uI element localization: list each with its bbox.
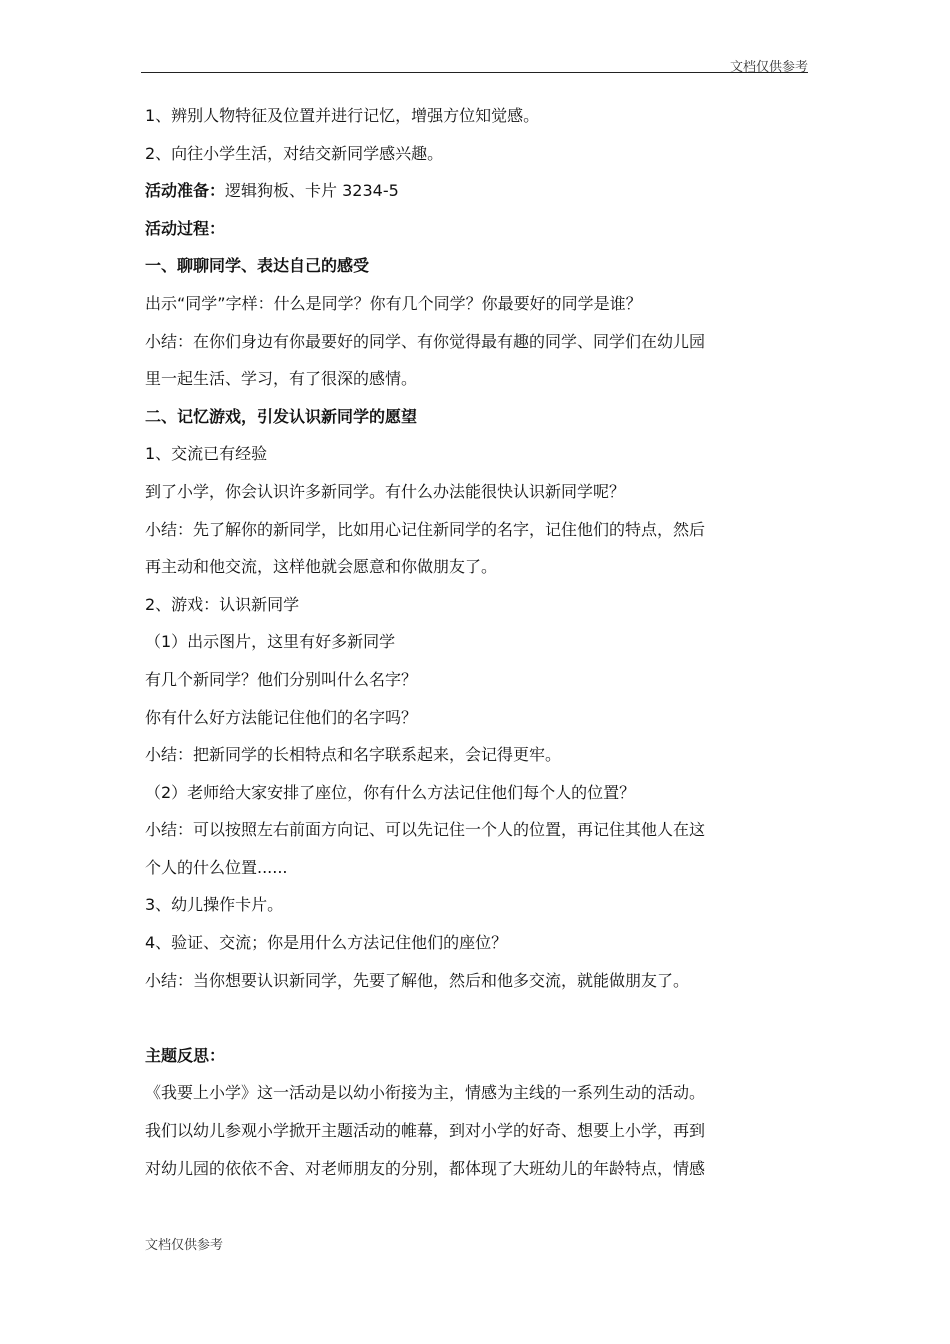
paragraph-line: 小结：把新同学的长相特点和名字联系起来，会记得更牢。 [145, 745, 562, 765]
list-item: 1、交流已有经验 [145, 444, 268, 464]
reflection-heading: 主题反思： [145, 1045, 226, 1065]
footer-note: 文档仅供参考 [145, 1238, 224, 1253]
paragraph-line: 《我要上小学》这一活动是以幼小衔接为主，情感为主线的一系列生动的活动。 [145, 1083, 706, 1103]
list-item: 3、幼儿操作卡片。 [145, 895, 284, 915]
activity-preparation [145, 172, 813, 210]
paragraph-line: 个人的什么位置...... [145, 857, 288, 877]
paragraph-line: 对幼儿园的依依不舍、对老师朋友的分别，都体现了大班幼儿的年龄特点，情感 [145, 1158, 706, 1178]
paragraph-line: 你有什么好方法能记住他们的名字吗？ [145, 707, 418, 727]
document-body [145, 97, 813, 1187]
blank-line [145, 999, 813, 1037]
paragraph-line: 有几个新同学？他们分别叫什么名字？ [145, 669, 418, 689]
paragraph-line: 里一起生活、学习，有了很深的感情。 [145, 369, 418, 389]
paragraph-line: 我们以幼儿参观小学掀开主题活动的帷幕，到对小学的好奇、想要上小学，再到 [145, 1121, 706, 1141]
paragraph-line: 到了小学，你会认识许多新同学。有什么办法能很快认识新同学呢？ [145, 481, 626, 501]
goal-1: 1、辨别人物特征及位置并进行记忆，增强方位知觉感。 [145, 106, 540, 125]
header-divider [141, 72, 808, 73]
section-2-heading: 二、记忆游戏，引发认识新同学的愿望 [145, 406, 418, 426]
list-item: 2、游戏：认识新同学 [145, 594, 300, 614]
goal-2: 2、向往小学生活，对结交新同学感兴趣。 [145, 143, 444, 163]
process-label: 活动过程： [145, 218, 226, 238]
paragraph-line: 小结：可以按照左右前面方向记、可以先记住一个人的位置，再记住其他人在这 [145, 820, 706, 840]
paragraph-line: 再主动和他交流，这样他就会愿意和你做朋友了。 [145, 557, 498, 577]
section-1-heading: 一、聊聊同学、表达自己的感受 [145, 256, 370, 276]
prep-text: 逻辑狗板、卡片 3234-5 [225, 181, 399, 201]
list-item: 4、验证、交流；你是用什么方法记住他们的座位？ [145, 933, 508, 953]
prep-label: 活动准备： [145, 181, 226, 201]
paragraph-line: 小结：当你想要认识新同学，先要了解他，然后和他多交流，就能做朋友了。 [145, 970, 690, 990]
paragraph-line: 小结：在你们身边有你最要好的同学、有你觉得最有趣的同学、同学们在幼儿园 [145, 331, 706, 351]
sub-item: （1）出示图片，这里有好多新同学 [145, 632, 396, 652]
header-note: 文档仅供参考 [729, 60, 808, 75]
paragraph-line: 出示“同学”字样：什么是同学？你有几个同学？你最要好的同学是谁？ [145, 293, 642, 313]
paragraph-line: 小结：先了解你的新同学，比如用心记住新同学的名字，记住他们的特点，然后 [145, 519, 706, 539]
sub-item: （2）老师给大家安排了座位，你有什么方法记住他们每个人的位置？ [145, 782, 636, 802]
